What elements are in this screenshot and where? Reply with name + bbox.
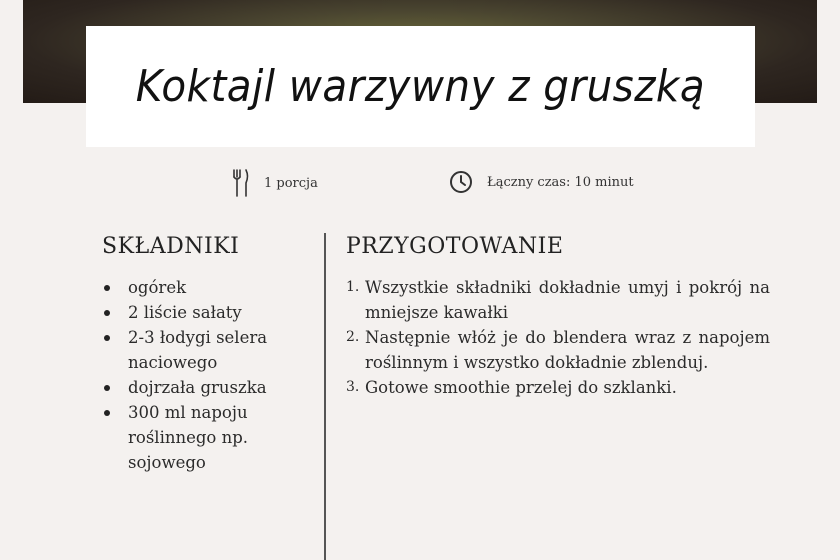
- preparation-step: [346, 275, 770, 325]
- time-info: [449, 170, 634, 194]
- step-text: Gotowe smoothie przelej do szklanki.: [365, 378, 677, 397]
- ingredient-item: dojrzała gruszka: [102, 375, 302, 400]
- ingredients-section: [102, 234, 302, 475]
- preparation-steps: [346, 275, 770, 400]
- recipe-title: Koktajl warzywny z gruszką: [135, 61, 706, 112]
- step-text: Następnie włóż je do blendera wraz z napojem roślinnym i wszystko dokładnie zblenduj.: [365, 328, 770, 372]
- recipe-meta: [0, 168, 840, 198]
- preparation-step: [346, 375, 770, 400]
- ingredient-item: ogórek: [102, 275, 302, 300]
- preparation-section: [346, 234, 770, 400]
- preparation-heading: PRZYGOTOWANIE: [346, 234, 564, 259]
- step-text: Wszystkie składniki dokładnie umyj i pokrój na mniejsze kawałki: [365, 278, 770, 322]
- total-time-text: Łączny czas: 10 minut: [487, 174, 634, 190]
- ingredient-item: 2 liście sałaty: [102, 300, 302, 325]
- servings-info: [232, 168, 318, 198]
- ingredient-item: 2-3 łodygi selera naciowego: [102, 325, 302, 375]
- step-number: 3.: [346, 379, 360, 395]
- clock-icon: [449, 170, 473, 194]
- servings-text: 1 porcja: [264, 175, 318, 191]
- preparation-step: [346, 325, 770, 375]
- step-number: 1.: [346, 279, 360, 295]
- ingredients-list: [102, 275, 302, 475]
- fork-knife-icon: [232, 168, 250, 198]
- title-card: [86, 26, 755, 147]
- column-divider: [324, 233, 326, 560]
- ingredients-heading: SKŁADNIKI: [102, 234, 240, 259]
- ingredient-item: 300 ml napoju roślinnego np. sojowego: [102, 400, 302, 475]
- step-number: 2.: [346, 329, 360, 345]
